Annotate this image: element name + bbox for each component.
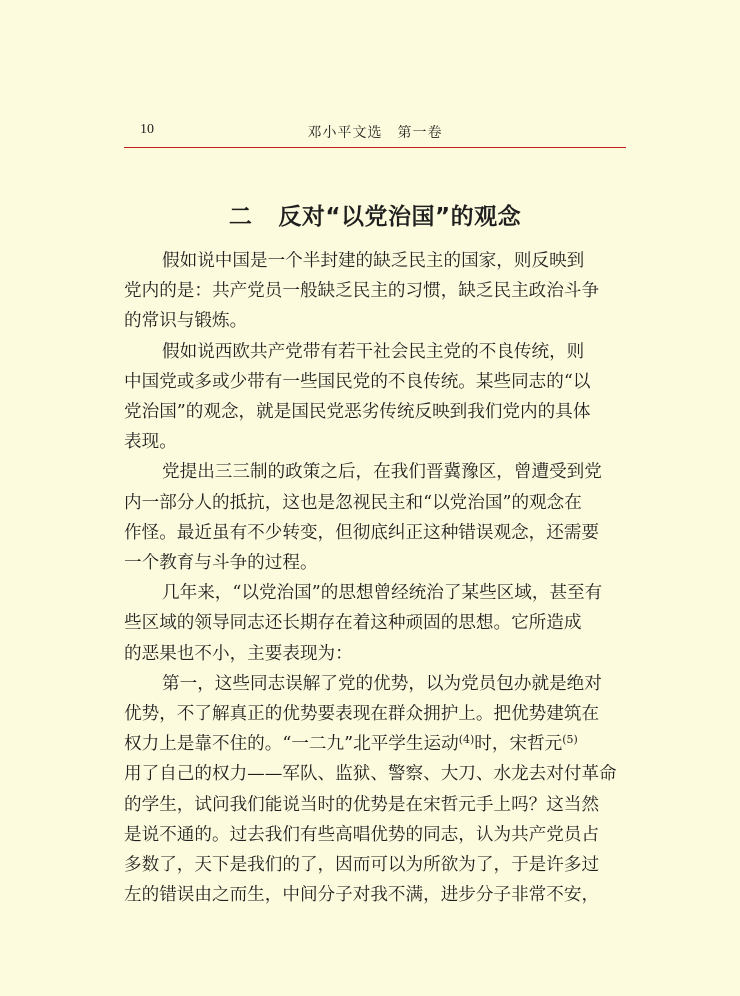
text-line	[124, 729, 630, 759]
running-title: 邓小平文选 第一卷	[307, 125, 443, 141]
text-line: 些区域的领导同志还长期存在着这种顽固的思想。它所造成	[124, 613, 582, 634]
page-header	[124, 118, 626, 148]
text-line: 左的错误由之而生，中间分子对我不满，进步分子非常不安，	[124, 885, 600, 906]
text-line: 优势，不了解真正的优势要表现在群众拥护上。把优势建筑在	[124, 704, 600, 725]
text-segment: 时，宋哲元	[474, 734, 563, 755]
text-line: 一个教育与斗争的过程。	[124, 553, 318, 574]
footnote-ref-5[interactable]: (5)	[562, 733, 578, 747]
text-line: 多数了，天下是我们的了，因而可以为所欲为了，于是许多过	[124, 855, 600, 876]
text-line: 用了自己的权力——军队、监狱、警察、大刀、水龙去对付革命	[124, 764, 617, 785]
paragraph-1	[124, 246, 630, 337]
text-line: 假如说中国是一个半封建的缺乏民主的国家，则反映到	[162, 251, 585, 271]
text-line: 第一，这些同志误解了党的优势，以为党员包办就是绝对	[162, 673, 602, 694]
page-number: 10	[140, 122, 154, 137]
text-line: 的学生，试问我们能说当时的优势是在宋哲元手上吗？这当然	[124, 794, 600, 815]
text-line: 的恶果也不小，主要表现为：	[124, 643, 353, 664]
paragraph-5	[124, 669, 630, 911]
body-text	[124, 246, 630, 910]
text-line: 党内的是：共产党员一般缺乏民主的习惯，缺乏民主政治斗争	[124, 281, 600, 302]
text-line: 中国党或多或少带有一些国民党的不良传统。某些同志的“以	[124, 371, 591, 392]
paragraph-2	[124, 337, 630, 458]
text-line: 几年来，“以党治国”的思想曾经统治了某些区域，甚至有	[162, 583, 603, 604]
section-title	[124, 198, 626, 231]
text-line: 党治国”的观念，就是国民党恶劣传统反映到我们党内的具体	[124, 402, 591, 423]
section-number: 二	[228, 204, 253, 230]
text-line: 假如说西欧共产党带有若干社会民主党的不良传统，则	[162, 341, 585, 362]
text-line: 作怪。最近虽有不少转变，但彻底纠正这种错误观念，还需要	[124, 522, 600, 543]
paragraph-3	[124, 457, 630, 578]
text-line: 内一部分人的抵抗，这也是忽视民主和“以党治国”的观念在	[124, 492, 582, 513]
text-line: 的常识与锻炼。	[124, 311, 248, 332]
text-line: 党提出三三制的政策之后，在我们晋冀豫区，曾遭受到党	[162, 462, 602, 483]
header-rule	[124, 147, 626, 148]
text-segment: 权力上是靠不住的。“一二九”北平学生运动	[124, 734, 459, 755]
footnote-ref-4[interactable]: (4)	[458, 733, 475, 747]
paragraph-4	[124, 578, 630, 669]
text-line: 是说不通的。过去我们有些高唱优势的同志，认为共产党员占	[124, 824, 600, 845]
section-title-text: 反对“以党治国”的观念	[278, 204, 522, 230]
text-line: 表现。	[124, 432, 177, 453]
